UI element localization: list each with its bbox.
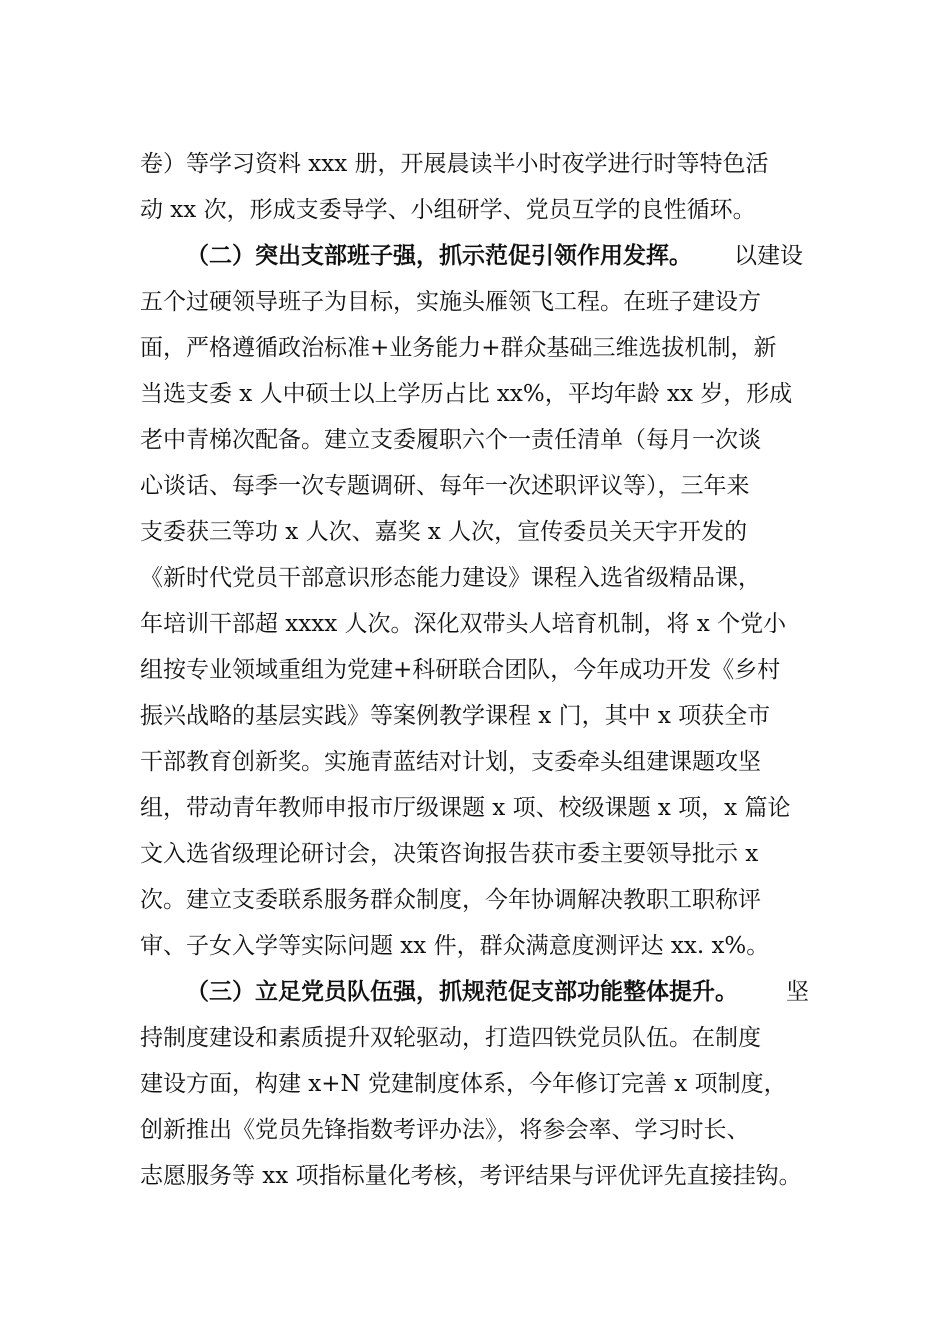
text-line [0, 742, 950, 782]
line-text: 五个过硬领导班子为目标，实施头雁领飞工程。在班子建设方 [140, 289, 761, 315]
line-text: 振兴战略的基层实践》等案例教学课程 x 门，其中 x 项获全市 [140, 703, 771, 729]
text-line [0, 696, 950, 736]
section-3-heading-tail: 坚 [786, 979, 809, 1005]
text-line [0, 650, 950, 690]
text-line [0, 880, 950, 920]
line-text: 建设方面，构建 x+N 党建制度体系，今年修订完善 x 项制度， [140, 1071, 787, 1097]
section-2-heading-tail: 以建设 [734, 243, 803, 269]
line-text: 创新推出《党员先锋指数考评办法》，将参会率、学习时长、 [140, 1117, 750, 1143]
line-text: 文入选省级理论研讨会，决策咨询报告获市委主要领导批示 x [140, 841, 759, 867]
line-text: 年培训干部超 xxxx 人次。深化双带头人培育机制，将 x 个党小 [140, 611, 787, 637]
text-line [0, 466, 950, 506]
text-line [0, 1110, 950, 1150]
line-text: 面，严格遵循政治标准+业务能力+群众基础三维选拔机制，新 [140, 335, 777, 361]
section-2-heading: （二）突出支部班子强，抓示范促引领作用发挥。 [186, 243, 692, 269]
text-line [0, 144, 950, 184]
text-line [0, 374, 950, 414]
section-heading-line [0, 236, 950, 276]
text-line [0, 1018, 950, 1058]
line-text: 组，带动青年教师申报市厅级课题 x 项、校级课题 x 项，x 篇论 [140, 795, 791, 821]
line-text: 次。建立支委联系服务群众制度，今年协调解决教职工职称评 [140, 887, 761, 913]
text-line [0, 512, 950, 552]
line-text: 干部教育创新奖。实施青蓝结对计划，支委牵头组建课题攻坚 [140, 749, 761, 775]
line-text: 志愿服务等 xx 项指标量化考核，考评结果与评优评先直接挂钩。 [140, 1163, 802, 1189]
line-text: 心谈话、每季一次专题调研、每年一次述职评议等），三年来 [140, 473, 750, 499]
line-text: 当选支委 x 人中硕士以上学历占比 xx%，平均年龄 xx 岁，形成 [140, 381, 793, 407]
text-line [0, 420, 950, 460]
text-line [0, 926, 950, 966]
line-text: 《新时代党员干部意识形态能力建设》课程入选省级精品课， [140, 565, 761, 591]
line-text: 动 xx 次，形成支委导学、小组研学、党员互学的良性循环。 [140, 197, 756, 223]
text-line [0, 788, 950, 828]
text-line [0, 190, 950, 230]
text-line [0, 1064, 950, 1104]
text-line [0, 604, 950, 644]
line-text: 组按专业领域重组为党建+科研联合团队，今年成功开发《乡村 [140, 657, 781, 683]
section-3-heading: （三）立足党员队伍强，抓规范促支部功能整体提升。 [186, 979, 738, 1005]
text-line [0, 1156, 950, 1196]
section-heading-line [0, 972, 950, 1012]
line-text: 持制度建设和素质提升双轮驱动，打造四铁党员队伍。在制度 [140, 1025, 761, 1051]
text-line [0, 282, 950, 322]
line-text: 支委获三等功 x 人次、嘉奖 x 人次，宣传委员关天宇开发的 [140, 519, 748, 545]
line-text: 老中青梯次配备。建立支委履职六个一责任清单（每月一次谈 [140, 427, 761, 453]
text-line [0, 834, 950, 874]
line-text: 审、子女入学等实际问题 xx 件，群众满意度测评达 xx. x%。 [140, 933, 770, 959]
text-line [0, 558, 950, 598]
text-line [0, 328, 950, 368]
line-text: 卷）等学习资料 xxx 册，开展晨读半小时夜学进行时等特色活 [140, 151, 769, 177]
